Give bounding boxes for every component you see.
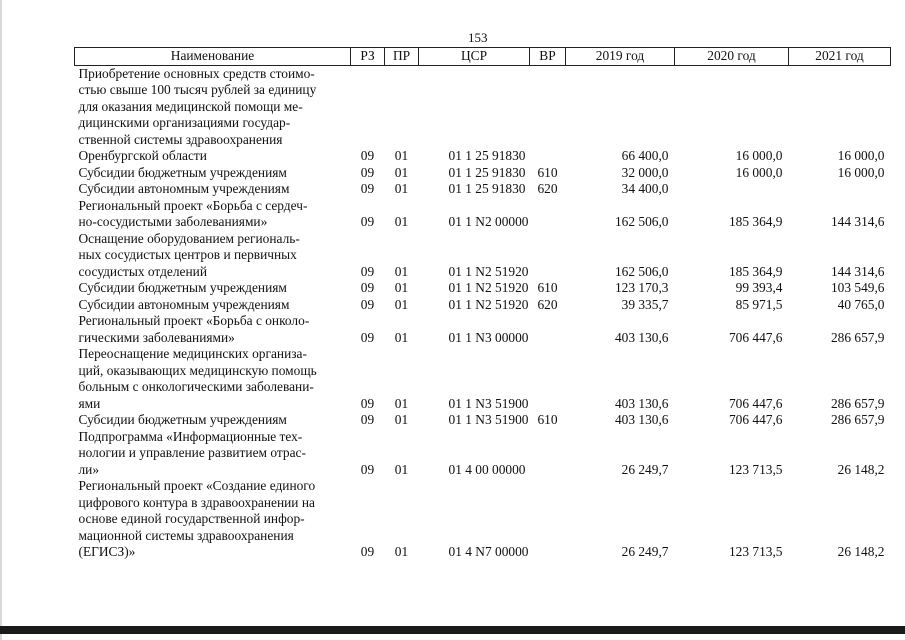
row-2020: 185 364,9 — [728, 263, 783, 279]
row-name — [75, 297, 351, 314]
table-row — [75, 313, 891, 346]
row-name-line: (ЕГИСЗ)» — [78, 544, 136, 559]
row-2019: 162 506,0 — [614, 214, 669, 229]
row-pr: 01 — [394, 329, 409, 345]
row-2021 — [789, 181, 891, 198]
row-vr — [530, 313, 566, 346]
row-pr: 01 — [394, 412, 409, 427]
row-2021: 144 314,6 — [830, 214, 885, 229]
table-row — [75, 65, 891, 165]
row-csr: 01 1 N2 00000 — [448, 214, 529, 229]
row-name-line: Оренбургской области — [78, 148, 207, 163]
row-name-line: Субсидии бюджетным учреждениям — [78, 412, 287, 427]
row-2019: 162 506,0 — [614, 263, 669, 279]
table-row — [75, 231, 891, 281]
row-name-line: Переоснащение медицинских организа- — [78, 346, 307, 361]
row-name — [75, 412, 351, 429]
row-name-line: Региональный проект «Создание единого — [78, 478, 316, 493]
row-pr: 01 — [394, 395, 409, 411]
row-name-line: сосудистых отделений — [78, 263, 207, 279]
header-name: Наименование — [75, 48, 351, 66]
header-rz: РЗ — [351, 48, 385, 66]
row-vr: 620 — [537, 296, 558, 312]
row-name-line: гическими заболеваниями» — [78, 329, 235, 345]
row-name-line: Подпрограмма «Информационные тех- — [78, 428, 303, 444]
row-2019: 26 249,7 — [621, 544, 669, 559]
row-rz: 09 — [360, 181, 375, 196]
row-name-line: Приобретение основных средств стоимо- — [78, 65, 315, 81]
row-rz: 09 — [360, 280, 375, 295]
row-2021: 26 148,2 — [837, 544, 885, 559]
row-2021: 286 657,9 — [830, 412, 885, 427]
row-2019: 32 000,0 — [621, 164, 669, 180]
row-pr: 01 — [394, 214, 409, 229]
row-2019: 403 130,6 — [614, 329, 669, 345]
row-2020: 123 713,5 — [728, 544, 783, 559]
row-vr: 620 — [537, 181, 558, 196]
scan-bottom-border — [0, 626, 905, 634]
row-csr: 01 1 N3 00000 — [448, 329, 529, 345]
row-2020: 16 000,0 — [735, 148, 783, 163]
row-name — [75, 65, 351, 165]
row-name-line: больным с онкологическими заболевани- — [78, 379, 314, 394]
row-name-line: ственной системы здравоохранения — [78, 131, 283, 147]
row-2019: 123 170,3 — [614, 280, 669, 295]
row-2020: 85 971,5 — [735, 296, 783, 312]
row-pr: 01 — [394, 544, 409, 559]
row-name-line: дицинскими организациями государ- — [78, 115, 291, 130]
row-rz: 09 — [360, 329, 375, 345]
row-2021: 286 657,9 — [830, 329, 885, 345]
budget-table — [74, 47, 891, 561]
row-pr: 01 — [394, 148, 409, 163]
row-rz: 09 — [360, 544, 375, 559]
row-csr: 01 4 N7 00000 — [448, 544, 529, 559]
row-vr — [530, 346, 566, 412]
row-2019: 403 130,6 — [614, 412, 669, 427]
page-number: 153 — [468, 30, 488, 45]
row-2019: 403 130,6 — [614, 395, 669, 411]
table-body — [75, 65, 891, 561]
row-name-line: Субсидии автономным учреждениям — [78, 296, 290, 312]
row-2021: 40 765,0 — [837, 296, 885, 312]
row-2021: 286 657,9 — [830, 395, 885, 411]
table-row — [75, 412, 891, 429]
row-name-line: нологии и управление развитием отрас- — [78, 445, 306, 460]
row-name — [75, 313, 351, 346]
row-csr: 01 1 25 91830 — [448, 164, 526, 180]
row-pr: 01 — [394, 280, 409, 295]
row-name-line: Субсидии автономным учреждениям — [78, 181, 290, 196]
row-name-line: для оказания медицинской помощи ме- — [78, 98, 303, 114]
row-name — [75, 280, 351, 297]
table-row — [75, 346, 891, 412]
row-rz: 09 — [360, 395, 375, 411]
row-vr — [530, 65, 566, 165]
row-name-line: ных сосудистых центров и первичных — [78, 247, 297, 262]
row-2020: 706 447,6 — [728, 412, 783, 427]
row-name-line: цифрового контура в здравоохранении на — [78, 494, 315, 510]
row-rz: 09 — [360, 148, 375, 163]
table-row — [75, 165, 891, 182]
row-rz: 09 — [360, 461, 375, 477]
row-2021: 16 000,0 — [837, 164, 885, 180]
row-name-line: ли» — [78, 461, 100, 477]
header-row — [75, 48, 891, 66]
row-csr: 01 1 25 91830 — [448, 148, 526, 163]
row-name-line: основе единой государственной инфор- — [78, 511, 305, 526]
row-rz: 09 — [360, 164, 375, 180]
row-name-line: мационной системы здравоохранения — [78, 527, 294, 543]
row-pr: 01 — [394, 263, 409, 279]
row-2020: 99 393,4 — [735, 280, 783, 295]
header-csr: ЦСР — [419, 48, 530, 66]
header-2020: 2020 год — [675, 48, 789, 66]
row-2020 — [675, 181, 789, 198]
row-2020: 706 447,6 — [728, 395, 783, 411]
row-csr: 01 1 N2 51920 — [448, 263, 529, 279]
row-name — [75, 165, 351, 182]
row-2020: 16 000,0 — [735, 164, 783, 180]
table-row — [75, 478, 891, 561]
row-2019: 34 400,0 — [621, 181, 669, 196]
row-pr: 01 — [394, 164, 409, 180]
row-name-line: Региональный проект «Борьба с сердеч- — [78, 197, 308, 213]
row-name-line: стью свыше 100 тысяч рублей за единицу — [78, 82, 317, 97]
row-vr — [530, 478, 566, 561]
row-pr: 01 — [394, 296, 409, 312]
row-csr: 01 1 N3 51900 — [448, 412, 529, 427]
header-pr: ПР — [385, 48, 419, 66]
table-row — [75, 181, 891, 198]
header-2019: 2019 год — [566, 48, 675, 66]
row-csr: 01 4 00 00000 — [448, 461, 526, 477]
row-pr: 01 — [394, 461, 409, 477]
scan-edge — [0, 0, 2, 640]
row-name — [75, 478, 351, 561]
row-vr: 610 — [537, 412, 558, 427]
row-name-line: Субсидии бюджетным учреждениям — [78, 280, 287, 295]
table-row — [75, 297, 891, 314]
row-csr: 01 1 25 91830 — [448, 181, 526, 196]
row-vr — [530, 198, 566, 231]
row-2021: 16 000,0 — [837, 148, 885, 163]
row-2020: 185 364,9 — [728, 214, 783, 229]
row-name-line: Региональный проект «Борьба с онколо- — [78, 313, 310, 328]
row-2020: 706 447,6 — [728, 329, 783, 345]
row-name-line: Оснащение оборудованием региональ- — [78, 230, 300, 246]
table-row — [75, 280, 891, 297]
row-2021: 103 549,6 — [830, 280, 885, 295]
row-2019: 39 335,7 — [621, 296, 669, 312]
row-rz: 09 — [360, 412, 375, 427]
row-name-line: Субсидии бюджетным учреждениям — [78, 164, 287, 180]
row-vr: 610 — [537, 164, 558, 180]
row-vr: 610 — [537, 280, 558, 295]
row-name — [75, 181, 351, 198]
table-row — [75, 429, 891, 479]
row-2021: 26 148,2 — [837, 461, 885, 477]
row-csr: 01 1 N3 51900 — [448, 395, 529, 411]
row-rz: 09 — [360, 263, 375, 279]
row-2021: 144 314,6 — [830, 263, 885, 279]
row-vr — [530, 231, 566, 281]
row-name — [75, 429, 351, 479]
row-name — [75, 231, 351, 281]
row-rz: 09 — [360, 214, 375, 229]
row-csr: 01 1 N2 51920 — [448, 296, 529, 312]
row-name — [75, 198, 351, 231]
header-vr: ВР — [530, 48, 566, 66]
row-pr: 01 — [394, 181, 409, 196]
header-2021: 2021 год — [789, 48, 891, 66]
row-name — [75, 346, 351, 412]
row-vr — [530, 429, 566, 479]
row-2019: 66 400,0 — [621, 148, 669, 163]
table-row — [75, 198, 891, 231]
row-name-line: но-сосудистыми заболеваниями» — [78, 214, 268, 229]
table-header — [75, 48, 891, 66]
row-rz: 09 — [360, 296, 375, 312]
row-2020: 123 713,5 — [728, 461, 783, 477]
row-name-line: ций, оказывающих медицинскую помощь — [78, 362, 317, 378]
row-csr: 01 1 N2 51920 — [448, 280, 529, 295]
row-name-line: ями — [78, 395, 101, 411]
row-2019: 26 249,7 — [621, 461, 669, 477]
